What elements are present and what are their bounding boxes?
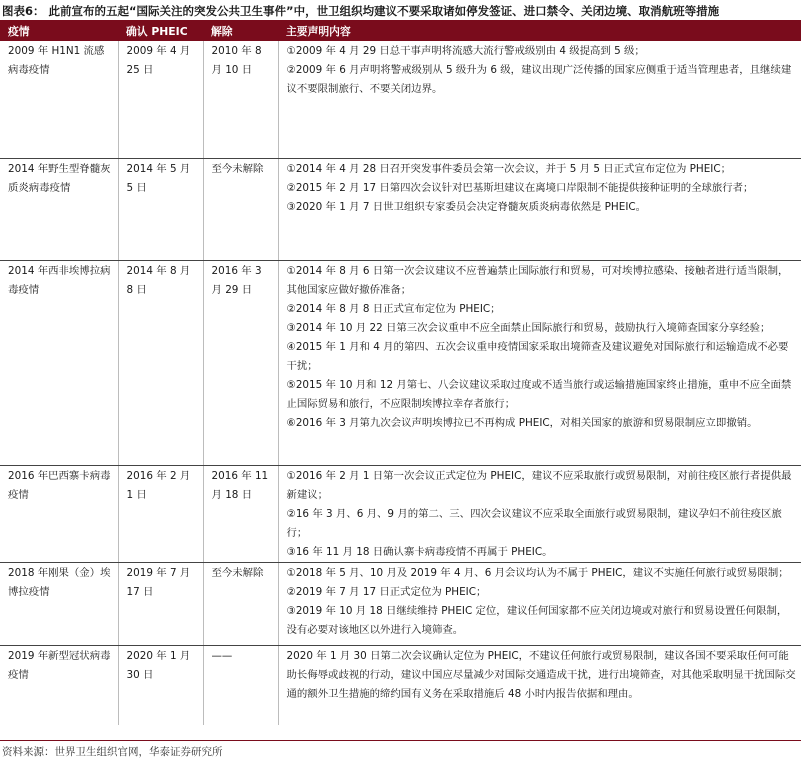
statements-cell [278, 562, 801, 645]
statement-item: 2020 年 1 月 30 日第二次会议确认定位为 PHEIC，不建议任何旅行或贸易限制，建议各国不要采取任何可能助长侮辱或歧视的行动，建议中国应尽量减少对国际交通造成干扰，进行出境筛查，对其他采取明显干扰国际交通的额外卫生措施的缔约国有义务在采取措施后 48 小时内报告依据和理由。 [286, 649, 796, 700]
epidemic-cell: 2018 年刚果（金）埃博拉疫情 [0, 562, 118, 645]
epidemic-cell: 2016 年巴西寨卡病毒疫情 [0, 465, 118, 562]
statement-item: ③2014 年 10 月 22 日第三次会议重申不应全面禁止国际旅行和贸易，鼓励执行入境筛查国家分享经验； [286, 321, 771, 334]
epidemic-cell: 2014 年西非埃博拉病毒疫情 [0, 260, 118, 465]
table-row [0, 465, 801, 562]
statement-item: ⑤2015 年 10 月和 12 月第七、八会议建议采取过度或不适当旅行或运输措施国家终止措施，重申不应全面禁止国际贸易和旅行，不应限制埃博拉幸存者旅行； [286, 378, 792, 410]
header-confirm-pheic: 确认 PHEIC [118, 22, 203, 41]
epidemic-cell: 2019 年新型冠状病毒疫情 [0, 645, 118, 725]
header-statements: 主要声明内容 [278, 22, 801, 41]
table-row [0, 562, 801, 645]
confirm-cell: 2009 年 4 月 25 日 [118, 41, 203, 158]
confirm-cell: 2014 年 8 月 8 日 [118, 260, 203, 465]
table-row [0, 158, 801, 260]
table-header-row [0, 22, 801, 41]
lift-cell: 2016 年 3 月 29 日 [203, 260, 278, 465]
statement-item: ②16 年 3 月、6 月、9 月的第二、三、四次会议建议不应采取全面旅行或贸易限制，建议孕妇不前往疫区旅行； [286, 507, 782, 539]
statement-item: ②2015 年 2 月 17 日第四次会议针对巴基斯坦建议在离境口岸限制不能提供接种证明的全球旅行者； [286, 181, 754, 194]
confirm-cell: 2019 年 7 月 17 日 [118, 562, 203, 645]
lift-cell: 至今未解除 [203, 158, 278, 260]
epidemic-cell: 2009 年 H1N1 流感病毒疫情 [0, 41, 118, 158]
confirm-cell: 2020 年 1 月 30 日 [118, 645, 203, 725]
statement-item: ②2009 年 6 月声明将警戒级别从 5 级升为 6 级，建议出现广泛传播的国家应侧重于适当管理患者，且继续建议不要限制旅行、不要关闭边界。 [286, 64, 792, 95]
statements-cell [278, 41, 801, 158]
pheic-table [0, 22, 801, 725]
statement-item: ③16 年 11 月 18 日确认寨卡病毒疫情不再属于 PHEIC。 [286, 545, 553, 558]
statement-item: ②2019 年 7 月 17 日正式定位为 PHEIC； [286, 585, 487, 598]
header-lift: 解除 [203, 22, 278, 41]
statements-cell [278, 260, 801, 465]
lift-cell: 2010 年 8 月 10 日 [203, 41, 278, 158]
statement-item: ①2014 年 4 月 28 日召开突发事件委员会第一次会议，并于 5 月 5 日正式宣布定位为 PHEIC； [286, 162, 732, 175]
table-row [0, 260, 801, 465]
confirm-cell: 2016 年 2 月 1 日 [118, 465, 203, 562]
table-bottom-divider [0, 740, 801, 741]
statements-cell [278, 465, 801, 562]
lift-cell: 至今未解除 [203, 562, 278, 645]
figure-caption: 图表6： 此前宣布的五起“国际关注的突发公共卫生事件”中，世卫组织均建议不要采取诸如停发签证、进口禁令、关闭边境、取消航班等措施 [2, 4, 720, 18]
statement-item: ②2014 年 8 月 8 日正式宣布定位为 PHEIC； [286, 302, 501, 315]
table-row [0, 41, 801, 158]
header-epidemic: 疫情 [0, 22, 118, 41]
confirm-cell: 2014 年 5 月 5 日 [118, 158, 203, 260]
statement-item: ①2009 年 4 月 29 日总干事声明将流感大流行警戒级别由 4 级提高到 5 级； [286, 45, 645, 57]
source-note: 资料来源：世界卫生组织官网，华泰证券研究所 [2, 746, 223, 758]
statements-cell [278, 158, 801, 260]
lift-cell: 2016 年 11 月 18 日 [203, 465, 278, 562]
epidemic-cell: 2014 年野生型脊髓灰质炎病毒疫情 [0, 158, 118, 260]
statement-item: ①2016 年 2 月 1 日第一次会议正式定位为 PHEIC，建议不应采取旅行或贸易限制，对前往疫区旅行者提供最新建议； [286, 469, 792, 501]
table-row [0, 645, 801, 725]
statement-item: ③2019 年 10 月 18 日继续维持 PHEIC 定位，建议任何国家都不应关闭边境或对旅行和贸易设置任何限制，没有必要对该地区以外进行入境筛查。 [286, 604, 788, 636]
statement-item: ③2020 年 1 月 7 日世卫组织专家委员会决定脊髓灰质炎病毒依然是 PHEIC。 [286, 200, 647, 213]
statements-cell [278, 645, 801, 725]
statement-item: ⑥2016 年 3 月第九次会议声明埃博拉已不再构成 PHEIC，对相关国家的旅游和贸易限制应立即撤销。 [286, 416, 758, 429]
lift-cell: —— [203, 645, 278, 725]
statement-item: ①2014 年 8 月 6 日第一次会议建议不应普遍禁止国际旅行和贸易，可对埃博拉感染、接触者进行适当限制，其他国家应做好撤侨准备； [286, 264, 789, 296]
statement-item: ①2018 年 5 月、10 月及 2019 年 4 月、6 月会议均认为不属于 PHEIC，建议不实施任何旅行或贸易限制； [286, 566, 789, 579]
statement-item: ④2015 年 1 月和 4 月的第四、五次会议重申疫情国家采取出境筛查及建议避免对国际旅行和运输造成不必要干扰； [286, 340, 789, 372]
